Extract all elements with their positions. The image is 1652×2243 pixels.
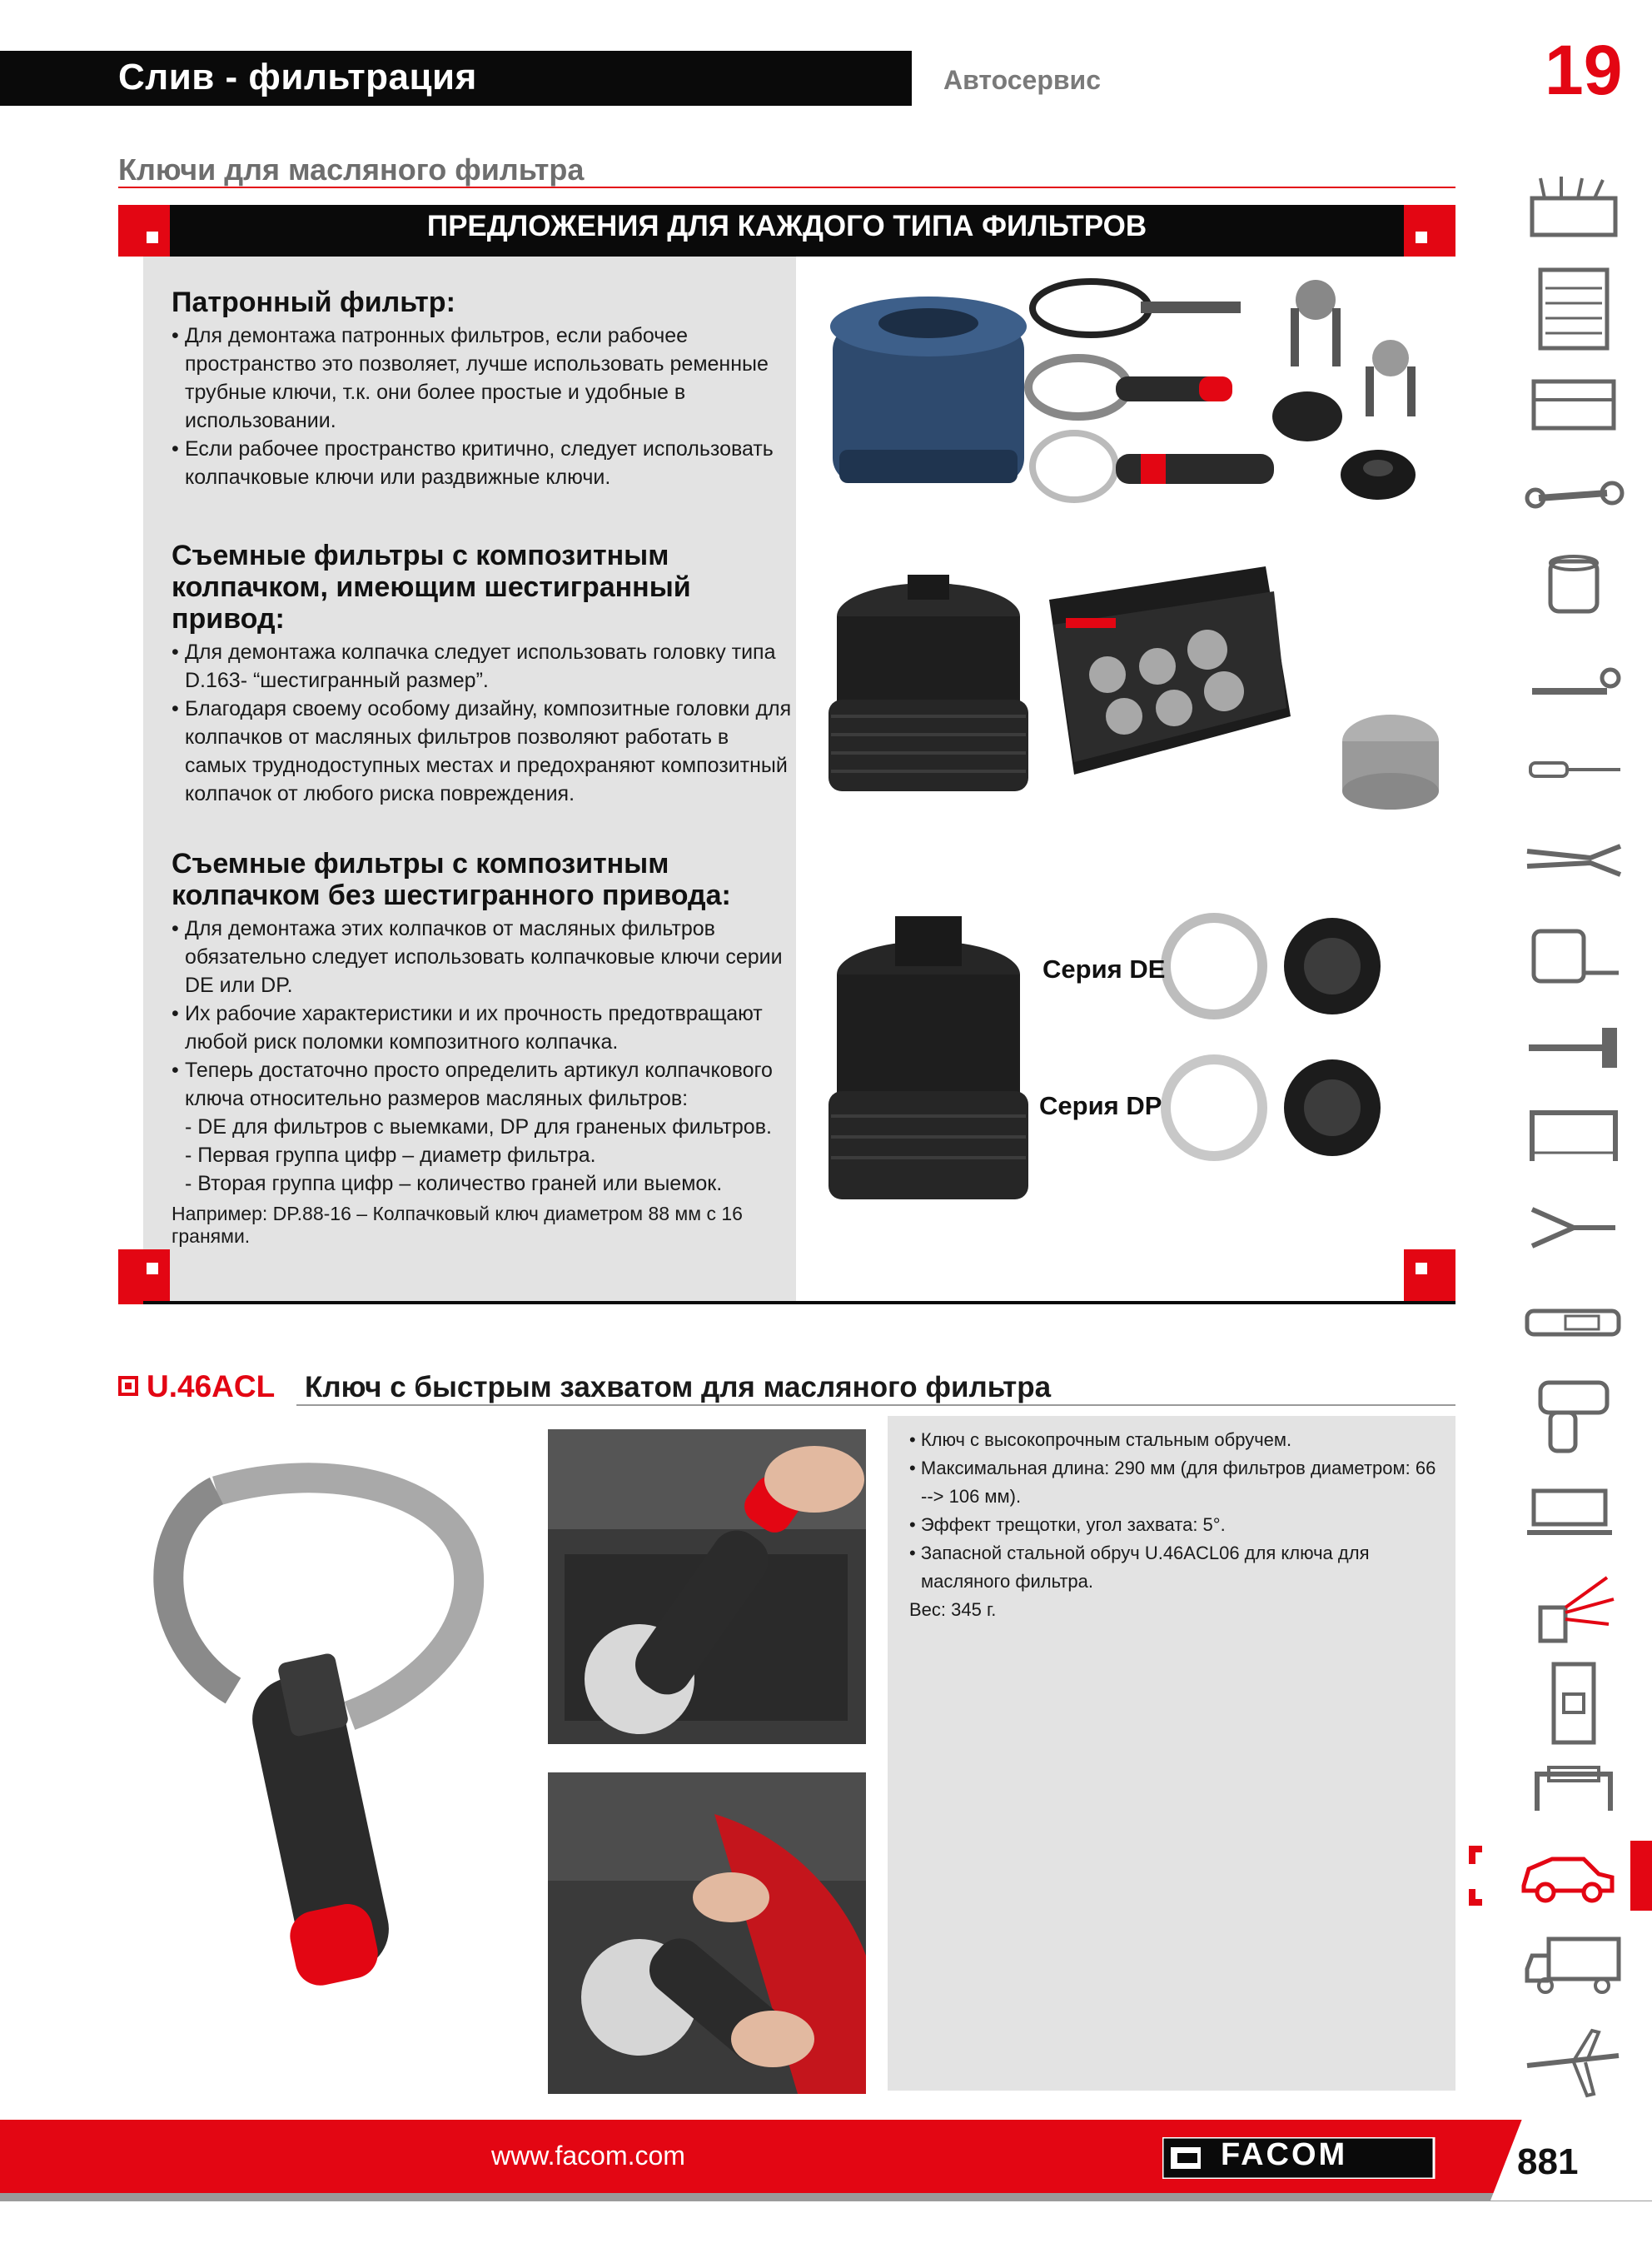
page-number: 881 bbox=[1517, 2141, 1579, 2182]
spec-item: • Эффект трещотки, угол захвата: 5°. bbox=[909, 1514, 1226, 1535]
puller-icon[interactable] bbox=[1515, 1193, 1632, 1263]
block-no-hex-cap-filter bbox=[172, 848, 796, 1248]
bullet-item: • Их рабочие характеристики и их прочность предотвращают любой риск поломки композитного колпачка. bbox=[172, 999, 796, 1056]
panel-title: ПРЕДЛОЖЕНИЯ ДЛЯ КАЖДОГО ТИПА ФИЛЬТРОВ bbox=[426, 210, 1147, 242]
screwdriver-icon[interactable] bbox=[1515, 735, 1632, 805]
spec-item: • Ключ с высокопрочным стальным обручем. bbox=[909, 1429, 1292, 1450]
airplane-icon[interactable] bbox=[1515, 2022, 1632, 2106]
tape-measure-icon[interactable] bbox=[1515, 921, 1632, 991]
safety-icon[interactable] bbox=[1515, 1566, 1632, 1649]
usage-photo-1 bbox=[548, 1429, 866, 1744]
corner-marker-bottom-right bbox=[1404, 1249, 1455, 1304]
product-marker-icon bbox=[118, 1376, 138, 1396]
impact-wrench-icon[interactable] bbox=[1515, 1374, 1632, 1458]
strap-wrench-image bbox=[117, 1441, 533, 2007]
circuit-breaker-icon[interactable] bbox=[1515, 1657, 1632, 1749]
car-icon[interactable] bbox=[1465, 1841, 1652, 1911]
hacksaw-icon[interactable] bbox=[1515, 1103, 1632, 1173]
bullet-item: • Если рабочее пространство критично, следует использовать колпачковые ключи или раздвижные ключи. bbox=[172, 435, 779, 491]
pliers-icon[interactable] bbox=[1515, 825, 1632, 895]
sub-item: - DE для фильтров с выемками, DP для граненых фильтров. bbox=[185, 1115, 772, 1139]
weight-label: Вес: 345 г. bbox=[909, 1599, 997, 1620]
truck-icon[interactable] bbox=[1515, 1931, 1632, 2001]
electrical-tester-icon[interactable] bbox=[1515, 1288, 1632, 1358]
category-label: Автосервис bbox=[943, 65, 1102, 95]
tool-drawer-icon[interactable] bbox=[1515, 370, 1632, 440]
bullet-item: • Благодаря своему особому дизайну, композитные головки для колпачков от масляных фильтров позволяют работать в самых труднодоступных местах и предохраняют композитный колпачок от любого риска повреждения. bbox=[172, 695, 796, 808]
bullet-item: • Теперь достаточно просто определить артикул колпачкового ключа относительно размеров масляных фильтров: bbox=[172, 1056, 796, 1113]
usage-photo-2 bbox=[548, 1772, 866, 2094]
sub-item: - Вторая группа цифр – количество граней или выемок. bbox=[185, 1172, 723, 1195]
sub-item: - Первая группа цифр – диаметр фильтра. bbox=[185, 1144, 596, 1167]
section-divider bbox=[118, 187, 1455, 188]
specs-list bbox=[909, 1426, 1442, 1624]
block-heading: Съемные фильтры с композитным колпачком, имеющим шестигранный привод: bbox=[172, 540, 691, 635]
toolbox-icon[interactable] bbox=[1515, 173, 1632, 243]
series-dp-label: Серия DP bbox=[1039, 1091, 1162, 1120]
bullet-item: • Для демонтажа колпачка следует использовать головку типа D.163- “шестигранный размер”. bbox=[172, 638, 796, 695]
product-divider bbox=[296, 1404, 1455, 1406]
footer-stripe bbox=[0, 2193, 1652, 2201]
vise-icon[interactable] bbox=[1515, 1474, 1632, 1544]
socket-icon[interactable] bbox=[1515, 550, 1632, 620]
corner-marker-top-left bbox=[118, 205, 170, 257]
spec-item: • Запасной стальной обруч U.46ACL06 для ключа для масляного фильтра. bbox=[909, 1543, 1370, 1592]
tool-cabinet-icon[interactable] bbox=[1515, 265, 1632, 356]
website-link[interactable]: www.facom.com bbox=[491, 2141, 685, 2171]
bullet-item: • Для демонтажа патронных фильтров, если рабочее пространство это позволяет, лучше использовать ременные трубные ключи, т.к. они более простые и удобные в использовании. bbox=[172, 321, 779, 435]
page-title: Слив - фильтрация bbox=[118, 57, 477, 97]
product-title: Ключ с быстрым захватом для масляного фильтра bbox=[305, 1371, 1052, 1403]
ratchet-icon[interactable] bbox=[1515, 650, 1632, 720]
corner-marker-top-right bbox=[1404, 205, 1455, 257]
section-title: Ключи для масляного фильтра bbox=[118, 152, 585, 187]
handle-icon[interactable] bbox=[1515, 1752, 1632, 1822]
wrench-icon[interactable] bbox=[1515, 460, 1632, 530]
block-heading: Патронный фильтр: bbox=[172, 287, 455, 318]
panel-bottom-line bbox=[143, 1301, 1455, 1304]
spec-item: • Максимальная длина: 290 мм (для фильтров диаметром: 66 --> 106 мм). bbox=[909, 1458, 1436, 1507]
series-de-label: Серия DE bbox=[1042, 955, 1166, 984]
block-hex-cap-filter bbox=[172, 540, 796, 808]
hammer-icon[interactable] bbox=[1515, 1011, 1632, 1081]
example-note: Например: DP.88-16 – Колпачковый ключ диаметром 88 мм с 16 гранями. bbox=[172, 1203, 743, 1247]
cartridge-filter-tools-image bbox=[824, 275, 1449, 525]
bullet-item: • Для демонтажа этих колпачков от масляных фильтров обязательно следует использовать колпачковые ключи серии DE или DP. bbox=[172, 915, 796, 999]
no-hex-cap-tools-image bbox=[824, 900, 1449, 1233]
chapter-number: 19 bbox=[1545, 31, 1623, 109]
hex-cap-tools-image bbox=[824, 550, 1449, 816]
block-cartridge-filter bbox=[172, 287, 779, 491]
product-code[interactable]: U.46ACL bbox=[147, 1369, 276, 1403]
corner-marker-bottom-left bbox=[118, 1249, 170, 1304]
block-heading: Съемные фильтры с композитным колпачком без шестигранного привода: bbox=[172, 848, 731, 911]
facom-logo-text: FACOM bbox=[1221, 2137, 1348, 2172]
